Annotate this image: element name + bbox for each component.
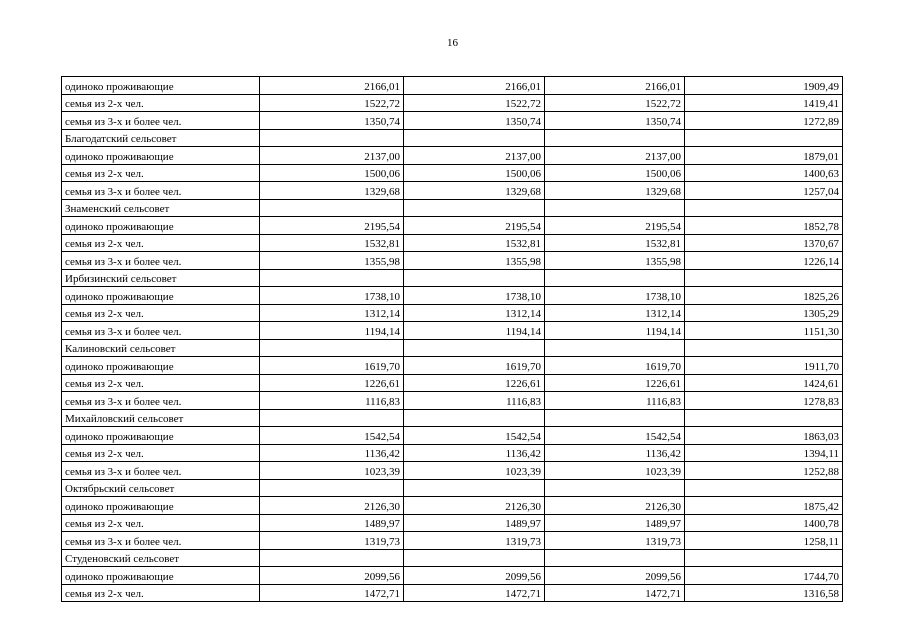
section-title: Благодатский сельсовет [62,129,260,147]
value-cell: 1542,54 [404,427,545,445]
table-row [62,532,843,550]
value-cell [545,129,685,147]
section-header-row [62,129,843,147]
value-cell: 1252,88 [685,462,843,480]
table-row [62,182,843,200]
value-cell: 1619,70 [545,357,685,375]
section-title: Ирбизинский сельсовет [62,269,260,287]
value-cell: 1329,68 [260,182,404,200]
value-cell: 1825,26 [685,287,843,305]
table-row [62,392,843,410]
value-cell: 1489,97 [404,514,545,532]
value-cell: 1226,61 [545,374,685,392]
section-title: Октябрьский сельсовет [62,479,260,497]
value-cell [685,129,843,147]
value-cell: 1879,01 [685,147,843,165]
value-cell: 2166,01 [260,77,404,95]
section-title: Михайловский сельсовет [62,409,260,427]
value-cell: 1350,74 [545,112,685,130]
value-cell: 1909,49 [685,77,843,95]
value-cell: 1472,71 [545,584,685,602]
row-label: одиноко проживающие [62,357,260,375]
value-cell: 2195,54 [545,217,685,235]
value-cell: 1738,10 [545,287,685,305]
table-row [62,287,843,305]
row-label: семья из 3-х и более чел. [62,392,260,410]
value-cell: 1136,42 [404,444,545,462]
section-header-row [62,479,843,497]
value-cell: 1226,61 [404,374,545,392]
table-row [62,514,843,532]
value-cell: 1319,73 [404,532,545,550]
value-cell: 1272,89 [685,112,843,130]
value-cell [404,339,545,357]
value-cell: 2195,54 [404,217,545,235]
value-cell [685,409,843,427]
value-cell: 1394,11 [685,444,843,462]
table-row [62,357,843,375]
value-cell: 1350,74 [404,112,545,130]
value-cell: 1319,73 [545,532,685,550]
value-cell: 1744,70 [685,567,843,585]
value-cell: 1258,11 [685,532,843,550]
value-cell [404,129,545,147]
value-cell: 1489,97 [545,514,685,532]
row-label: одиноко проживающие [62,287,260,305]
value-cell: 1738,10 [404,287,545,305]
table-row [62,77,843,95]
table-body [62,77,843,602]
value-cell: 2195,54 [260,217,404,235]
value-cell [260,269,404,287]
table-row [62,444,843,462]
value-cell: 1023,39 [545,462,685,480]
section-title: Знаменский сельсовет [62,199,260,217]
value-cell: 2099,56 [545,567,685,585]
row-label: семья из 3-х и более чел. [62,532,260,550]
value-cell: 1329,68 [404,182,545,200]
value-cell: 1194,14 [404,322,545,340]
value-cell: 1532,81 [260,234,404,252]
row-label: семья из 3-х и более чел. [62,462,260,480]
value-cell [545,339,685,357]
section-header-row [62,339,843,357]
value-cell [685,549,843,567]
value-cell: 1194,14 [545,322,685,340]
value-cell [545,409,685,427]
row-label: семья из 3-х и более чел. [62,182,260,200]
value-cell: 2126,30 [404,497,545,515]
section-title: Студеновский сельсовет [62,549,260,567]
tariff-table [61,76,843,602]
row-label: семья из 2-х чел. [62,234,260,252]
value-cell: 1355,98 [545,252,685,270]
value-cell: 1419,41 [685,94,843,112]
value-cell: 2137,00 [404,147,545,165]
value-cell [545,479,685,497]
value-cell: 1226,14 [685,252,843,270]
section-header-row [62,269,843,287]
value-cell: 1472,71 [404,584,545,602]
row-label: семья из 3-х и более чел. [62,252,260,270]
value-cell: 1522,72 [404,94,545,112]
value-cell: 1424,61 [685,374,843,392]
table-row [62,584,843,602]
row-label: семья из 2-х чел. [62,444,260,462]
value-cell: 1522,72 [545,94,685,112]
value-cell: 1400,63 [685,164,843,182]
value-cell [260,479,404,497]
row-label: одиноко проживающие [62,427,260,445]
value-cell: 1116,83 [404,392,545,410]
value-cell: 1400,78 [685,514,843,532]
page-number: 16 [447,37,458,49]
value-cell: 1863,03 [685,427,843,445]
value-cell [545,549,685,567]
value-cell: 1472,71 [260,584,404,602]
value-cell: 2099,56 [260,567,404,585]
table-row [62,112,843,130]
value-cell: 1532,81 [545,234,685,252]
value-cell: 1278,83 [685,392,843,410]
table-row [62,252,843,270]
table-row [62,164,843,182]
value-cell: 2099,56 [404,567,545,585]
value-cell: 1522,72 [260,94,404,112]
table-row [62,427,843,445]
table-row [62,462,843,480]
row-label: одиноко проживающие [62,147,260,165]
value-cell: 2126,30 [545,497,685,515]
value-cell: 1542,54 [545,427,685,445]
value-cell: 1619,70 [260,357,404,375]
value-cell [404,269,545,287]
value-cell: 1370,67 [685,234,843,252]
value-cell: 1312,14 [545,304,685,322]
row-label: одиноко проживающие [62,567,260,585]
table-row [62,322,843,340]
value-cell: 1305,29 [685,304,843,322]
value-cell: 2166,01 [404,77,545,95]
value-cell: 1116,83 [260,392,404,410]
value-cell [260,409,404,427]
table-row [62,374,843,392]
value-cell: 2166,01 [545,77,685,95]
value-cell: 1500,06 [404,164,545,182]
value-cell: 1542,54 [260,427,404,445]
row-label: одиноко проживающие [62,217,260,235]
row-label: семья из 2-х чел. [62,164,260,182]
row-label: семья из 2-х чел. [62,374,260,392]
value-cell: 1194,14 [260,322,404,340]
value-cell [404,549,545,567]
table-row [62,304,843,322]
value-cell [545,199,685,217]
value-cell: 1500,06 [545,164,685,182]
section-header-row [62,549,843,567]
value-cell: 1355,98 [260,252,404,270]
value-cell: 1500,06 [260,164,404,182]
value-cell [404,409,545,427]
value-cell: 1532,81 [404,234,545,252]
value-cell: 1023,39 [404,462,545,480]
value-cell: 1355,98 [404,252,545,270]
value-cell [404,199,545,217]
section-header-row [62,409,843,427]
table-row [62,217,843,235]
table-row [62,234,843,252]
value-cell: 2126,30 [260,497,404,515]
value-cell: 1023,39 [260,462,404,480]
value-cell [685,479,843,497]
value-cell [260,339,404,357]
value-cell [685,269,843,287]
row-label: семья из 2-х чел. [62,304,260,322]
value-cell: 1136,42 [260,444,404,462]
value-cell: 1226,61 [260,374,404,392]
value-cell [685,199,843,217]
row-label: семья из 2-х чел. [62,584,260,602]
value-cell: 1316,58 [685,584,843,602]
value-cell: 1350,74 [260,112,404,130]
value-cell: 1875,42 [685,497,843,515]
value-cell: 1738,10 [260,287,404,305]
section-header-row [62,199,843,217]
value-cell: 1136,42 [545,444,685,462]
row-label: одиноко проживающие [62,77,260,95]
row-label: семья из 3-х и более чел. [62,322,260,340]
row-label: семья из 2-х чел. [62,514,260,532]
value-cell: 2137,00 [545,147,685,165]
value-cell: 1151,30 [685,322,843,340]
value-cell: 1911,70 [685,357,843,375]
row-label: семья из 3-х и более чел. [62,112,260,130]
value-cell [260,549,404,567]
value-cell [545,269,685,287]
row-label: одиноко проживающие [62,497,260,515]
value-cell [685,339,843,357]
table-row [62,497,843,515]
value-cell: 1489,97 [260,514,404,532]
value-cell: 1312,14 [260,304,404,322]
value-cell: 2137,00 [260,147,404,165]
value-cell: 1319,73 [260,532,404,550]
value-cell: 1329,68 [545,182,685,200]
section-title: Калиновский сельсовет [62,339,260,357]
table-row [62,94,843,112]
row-label: семья из 2-х чел. [62,94,260,112]
value-cell: 1852,78 [685,217,843,235]
value-cell [260,199,404,217]
value-cell [260,129,404,147]
table-row [62,147,843,165]
table-row [62,567,843,585]
value-cell: 1116,83 [545,392,685,410]
value-cell [404,479,545,497]
value-cell: 1619,70 [404,357,545,375]
value-cell: 1257,04 [685,182,843,200]
value-cell: 1312,14 [404,304,545,322]
